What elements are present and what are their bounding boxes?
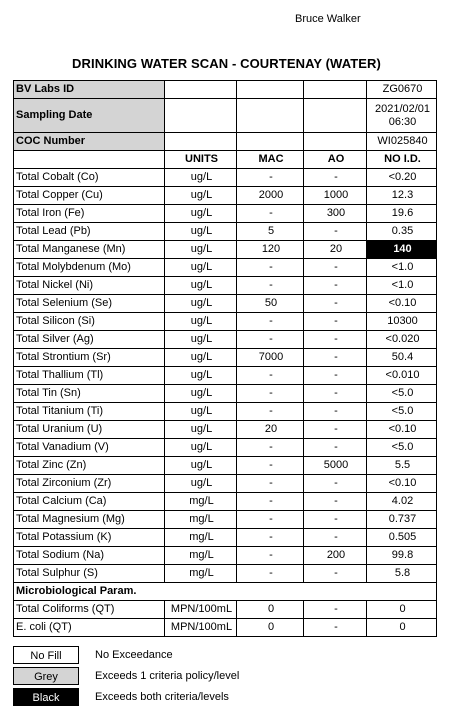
header-blank [14, 151, 165, 169]
parameter-name: Total Copper (Cu) [14, 187, 165, 205]
table-row [14, 475, 437, 493]
mac-value: - [237, 529, 304, 547]
parameter-name: Total Zirconium (Zr) [14, 475, 165, 493]
result-value: 4.02 [367, 493, 437, 511]
table-row [14, 439, 437, 457]
result-value: <0.20 [367, 169, 437, 187]
result-value: 19.6 [367, 205, 437, 223]
meta-row [14, 99, 437, 133]
result-value: 0.737 [367, 511, 437, 529]
mac-value: - [237, 565, 304, 583]
parameter-name: Total Sulphur (S) [14, 565, 165, 583]
ao-value: 5000 [304, 457, 367, 475]
ao-value: - [304, 259, 367, 277]
units-value: ug/L [165, 277, 237, 295]
mac-value: - [237, 259, 304, 277]
units-value: ug/L [165, 457, 237, 475]
meta-label: COC Number [14, 133, 165, 151]
result-value: 0 [367, 619, 437, 637]
parameter-name: Total Uranium (U) [14, 421, 165, 439]
meta-value: WI025840 [367, 133, 437, 151]
parameter-name: Total Coliforms (QT) [14, 601, 165, 619]
table-row [14, 313, 437, 331]
ao-value: - [304, 565, 367, 583]
meta-blank [165, 133, 237, 151]
parameter-name: Total Potassium (K) [14, 529, 165, 547]
result-value: <5.0 [367, 439, 437, 457]
units-value: ug/L [165, 241, 237, 259]
mac-value: 2000 [237, 187, 304, 205]
units-value: ug/L [165, 205, 237, 223]
result-value: <0.010 [367, 367, 437, 385]
table-row [14, 277, 437, 295]
meta-blank [304, 81, 367, 99]
table-row [14, 457, 437, 475]
meta-label: Sampling Date [14, 99, 165, 133]
mac-value: 0 [237, 601, 304, 619]
meta-blank [165, 99, 237, 133]
table-row [14, 565, 437, 583]
ao-value: - [304, 223, 367, 241]
result-value: 5.5 [367, 457, 437, 475]
units-value: ug/L [165, 313, 237, 331]
mac-value: - [237, 385, 304, 403]
units-value: ug/L [165, 223, 237, 241]
units-value: ug/L [165, 475, 237, 493]
ao-value: - [304, 511, 367, 529]
parameter-name: Total Calcium (Ca) [14, 493, 165, 511]
ao-value: - [304, 295, 367, 313]
ao-value: 300 [304, 205, 367, 223]
mac-value: 5 [237, 223, 304, 241]
legend-description: Exceeds 1 criteria policy/level [95, 670, 240, 682]
ao-value: - [304, 331, 367, 349]
mac-value: - [237, 547, 304, 565]
table-row [14, 331, 437, 349]
parameter-name: E. coli (QT) [14, 619, 165, 637]
table-row [14, 349, 437, 367]
ao-value: - [304, 493, 367, 511]
mac-value: - [237, 169, 304, 187]
table-row [14, 547, 437, 565]
parameter-name: Total Vanadium (V) [14, 439, 165, 457]
result-value: <5.0 [367, 385, 437, 403]
result-value: <0.10 [367, 421, 437, 439]
meta-value: ZG0670 [367, 81, 437, 99]
parameter-name: Total Nickel (Ni) [14, 277, 165, 295]
meta-label: BV Labs ID [14, 81, 165, 99]
section-label: Microbiological Param. [14, 583, 437, 601]
table-row [14, 619, 437, 637]
parameter-name: Total Manganese (Mn) [14, 241, 165, 259]
units-value: ug/L [165, 169, 237, 187]
meta-blank [237, 81, 304, 99]
units-value: ug/L [165, 295, 237, 313]
result-value: 5.8 [367, 565, 437, 583]
meta-value: 2021/02/01 06:30 [367, 99, 437, 133]
units-value: ug/L [165, 259, 237, 277]
ao-value: - [304, 529, 367, 547]
result-value: 0.505 [367, 529, 437, 547]
parameter-name: Total Strontium (Sr) [14, 349, 165, 367]
table-row [14, 169, 437, 187]
ao-value: 1000 [304, 187, 367, 205]
table-row [14, 241, 437, 259]
result-value: <0.020 [367, 331, 437, 349]
units-value: MPN/100mL [165, 601, 237, 619]
ao-value: - [304, 385, 367, 403]
mac-value: - [237, 493, 304, 511]
parameter-name: Total Magnesium (Mg) [14, 511, 165, 529]
mac-value: 50 [237, 295, 304, 313]
result-value: <5.0 [367, 403, 437, 421]
parameter-name: Total Titanium (Ti) [14, 403, 165, 421]
meta-blank [165, 81, 237, 99]
result-value: 12.3 [367, 187, 437, 205]
mac-value: - [237, 475, 304, 493]
mac-value: - [237, 313, 304, 331]
table-row [14, 205, 437, 223]
mac-value: - [237, 457, 304, 475]
mac-value: - [237, 277, 304, 295]
result-value: <1.0 [367, 277, 437, 295]
parameter-name: Total Lead (Pb) [14, 223, 165, 241]
parameter-name: Total Zinc (Zn) [14, 457, 165, 475]
table-row [14, 223, 437, 241]
result-value: <0.10 [367, 475, 437, 493]
table-row [14, 259, 437, 277]
units-header: UNITS [165, 151, 237, 169]
mac-value: 7000 [237, 349, 304, 367]
units-value: ug/L [165, 403, 237, 421]
result-value: <1.0 [367, 259, 437, 277]
result-value: 0 [367, 601, 437, 619]
parameter-name: Total Molybdenum (Mo) [14, 259, 165, 277]
ao-value: - [304, 421, 367, 439]
mac-value: - [237, 331, 304, 349]
result-value: 10300 [367, 313, 437, 331]
units-value: mg/L [165, 565, 237, 583]
column-header-row [14, 151, 437, 169]
table-row [14, 367, 437, 385]
document-title: DRINKING WATER SCAN - COURTENAY (WATER) [72, 56, 381, 71]
units-value: ug/L [165, 439, 237, 457]
table-row [14, 385, 437, 403]
mac-value: - [237, 511, 304, 529]
meta-blank [304, 133, 367, 151]
mac-header: MAC [237, 151, 304, 169]
table-row [14, 421, 437, 439]
parameter-name: Total Selenium (Se) [14, 295, 165, 313]
ao-value: - [304, 439, 367, 457]
result-value: 0.35 [367, 223, 437, 241]
parameter-name: Total Cobalt (Co) [14, 169, 165, 187]
ao-value: - [304, 349, 367, 367]
units-value: ug/L [165, 367, 237, 385]
ao-header: AO [304, 151, 367, 169]
units-value: mg/L [165, 547, 237, 565]
ao-value: - [304, 367, 367, 385]
units-value: ug/L [165, 421, 237, 439]
meta-blank [304, 99, 367, 133]
ao-value: - [304, 403, 367, 421]
mac-value: 120 [237, 241, 304, 259]
mac-value: - [237, 439, 304, 457]
author-name: Bruce Walker [295, 13, 361, 25]
ao-value: - [304, 277, 367, 295]
result-value: 140 [367, 241, 437, 259]
units-value: ug/L [165, 385, 237, 403]
section-row [14, 583, 437, 601]
parameter-name: Total Tin (Sn) [14, 385, 165, 403]
units-value: ug/L [165, 187, 237, 205]
parameter-name: Total Thallium (Tl) [14, 367, 165, 385]
result-header: NO I.D. [367, 151, 437, 169]
result-value: 50.4 [367, 349, 437, 367]
legend-description: Exceeds both criteria/levels [95, 691, 229, 703]
result-value: <0.10 [367, 295, 437, 313]
ao-value: - [304, 313, 367, 331]
units-value: MPN/100mL [165, 619, 237, 637]
mac-value: 0 [237, 619, 304, 637]
ao-value: - [304, 619, 367, 637]
ao-value: - [304, 475, 367, 493]
ao-value: 20 [304, 241, 367, 259]
units-value: ug/L [165, 349, 237, 367]
mac-value: - [237, 367, 304, 385]
units-value: mg/L [165, 493, 237, 511]
table-row [14, 493, 437, 511]
ao-value: - [304, 601, 367, 619]
mac-value: 20 [237, 421, 304, 439]
parameter-name: Total Iron (Fe) [14, 205, 165, 223]
legend-description: No Exceedance [95, 649, 173, 661]
meta-row [14, 133, 437, 151]
parameter-name: Total Silicon (Si) [14, 313, 165, 331]
meta-row [14, 81, 437, 99]
legend-swatch: Black [13, 688, 79, 706]
parameter-name: Total Sodium (Na) [14, 547, 165, 565]
ao-value: - [304, 169, 367, 187]
units-value: ug/L [165, 331, 237, 349]
table-row [14, 295, 437, 313]
mac-value: - [237, 205, 304, 223]
table-row [14, 403, 437, 421]
results-table [13, 80, 437, 637]
meta-blank [237, 133, 304, 151]
table-row [14, 601, 437, 619]
table-row [14, 187, 437, 205]
table-row [14, 511, 437, 529]
parameter-name: Total Silver (Ag) [14, 331, 165, 349]
units-value: mg/L [165, 511, 237, 529]
table-row [14, 529, 437, 547]
legend-swatch: No Fill [13, 646, 79, 664]
ao-value: 200 [304, 547, 367, 565]
meta-blank [237, 99, 304, 133]
result-value: 99.8 [367, 547, 437, 565]
units-value: mg/L [165, 529, 237, 547]
legend-swatch: Grey [13, 667, 79, 685]
mac-value: - [237, 403, 304, 421]
